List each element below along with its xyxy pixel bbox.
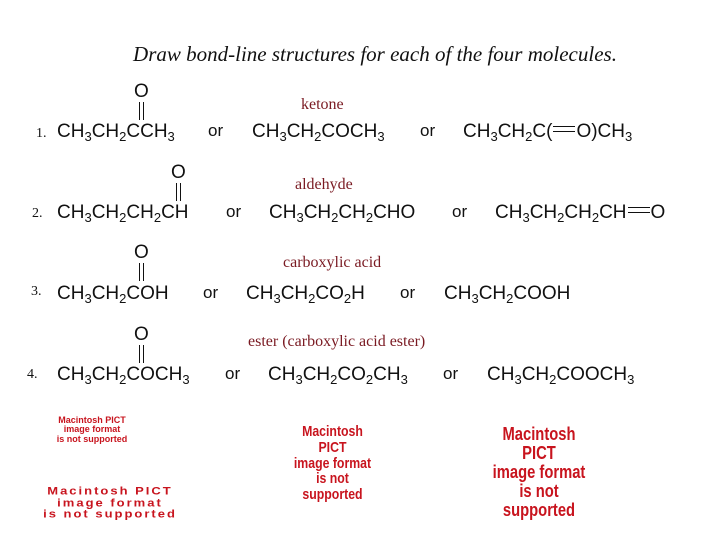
label-aldehyde: aldehyde	[295, 176, 353, 193]
formula-1b: $CH_3CH_2COCH_3$	[252, 121, 385, 144]
or-1b: or	[420, 121, 436, 140]
pict-placeholder-small: Macintosh PICT image format is not supported	[56, 415, 128, 444]
row-number-4: 4.	[27, 367, 38, 382]
double-bond-vertical-4	[139, 345, 144, 363]
row-number-2: 2.	[32, 206, 43, 221]
or-4a: or	[225, 364, 241, 383]
carbonyl-oxygen-4: O	[134, 324, 149, 345]
formula-2a: $CH_3CH_2CH_2CH$	[57, 202, 189, 225]
formula-2b: $CH_3CH_2CH_2CHO$	[269, 202, 416, 225]
formula-4b: $CH_3CH_2CO_2CH_3$	[268, 364, 408, 387]
pict-placeholder-mid: Macintosh PICT image format is not supported	[293, 423, 372, 503]
label-ketone: ketone	[301, 96, 344, 113]
formula-2c: $CH_3CH_2CH_2CH$ O	[495, 202, 666, 225]
formula-1a: $CH_3CH_2CCH_3$	[57, 121, 175, 144]
formula-3c: $CH_3CH_2COOH$	[444, 283, 571, 306]
formula-4a: $CH_3CH_2COCH_3$	[57, 364, 190, 387]
or-3b: or	[400, 283, 416, 302]
double-bond-vertical-3	[139, 263, 144, 281]
page-title: Draw bond-line structures for each of the four molecules.	[133, 42, 617, 66]
carbonyl-oxygen-2: O	[171, 162, 186, 183]
row-number-3: 3.	[31, 284, 42, 299]
double-bond-horizontal-2	[628, 207, 650, 213]
carbonyl-oxygen-3: O	[134, 242, 149, 263]
formula-3b: $CH_3CH_2CO_2H$	[246, 283, 365, 306]
double-bond-vertical-2	[176, 183, 181, 201]
formula-1c: $CH_3CH_2C$( $O)CH_3$	[463, 121, 633, 144]
row-number-1: 1.	[36, 126, 47, 141]
carbonyl-oxygen-1: O	[134, 81, 149, 102]
or-4b: or	[443, 364, 459, 383]
or-1a: or	[208, 121, 224, 140]
label-ester: ester (carboxylic acid ester)	[248, 333, 426, 350]
or-2b: or	[452, 202, 468, 221]
double-bond-horizontal-1	[553, 126, 575, 132]
or-2a: or	[226, 202, 242, 221]
formula-4c: $CH_3CH_2COOCH_3$	[487, 364, 635, 387]
pict-placeholder-large-left: Macintosh PICT image format is not supported	[43, 484, 177, 521]
or-3a: or	[203, 283, 219, 302]
pict-placeholder-right: Macintosh PICT image format is not supported	[492, 424, 586, 520]
label-carboxylic-acid: carboxylic acid	[283, 254, 382, 271]
double-bond-vertical-1	[139, 102, 144, 120]
formula-3a: $CH_3CH_2COH$	[57, 283, 169, 306]
